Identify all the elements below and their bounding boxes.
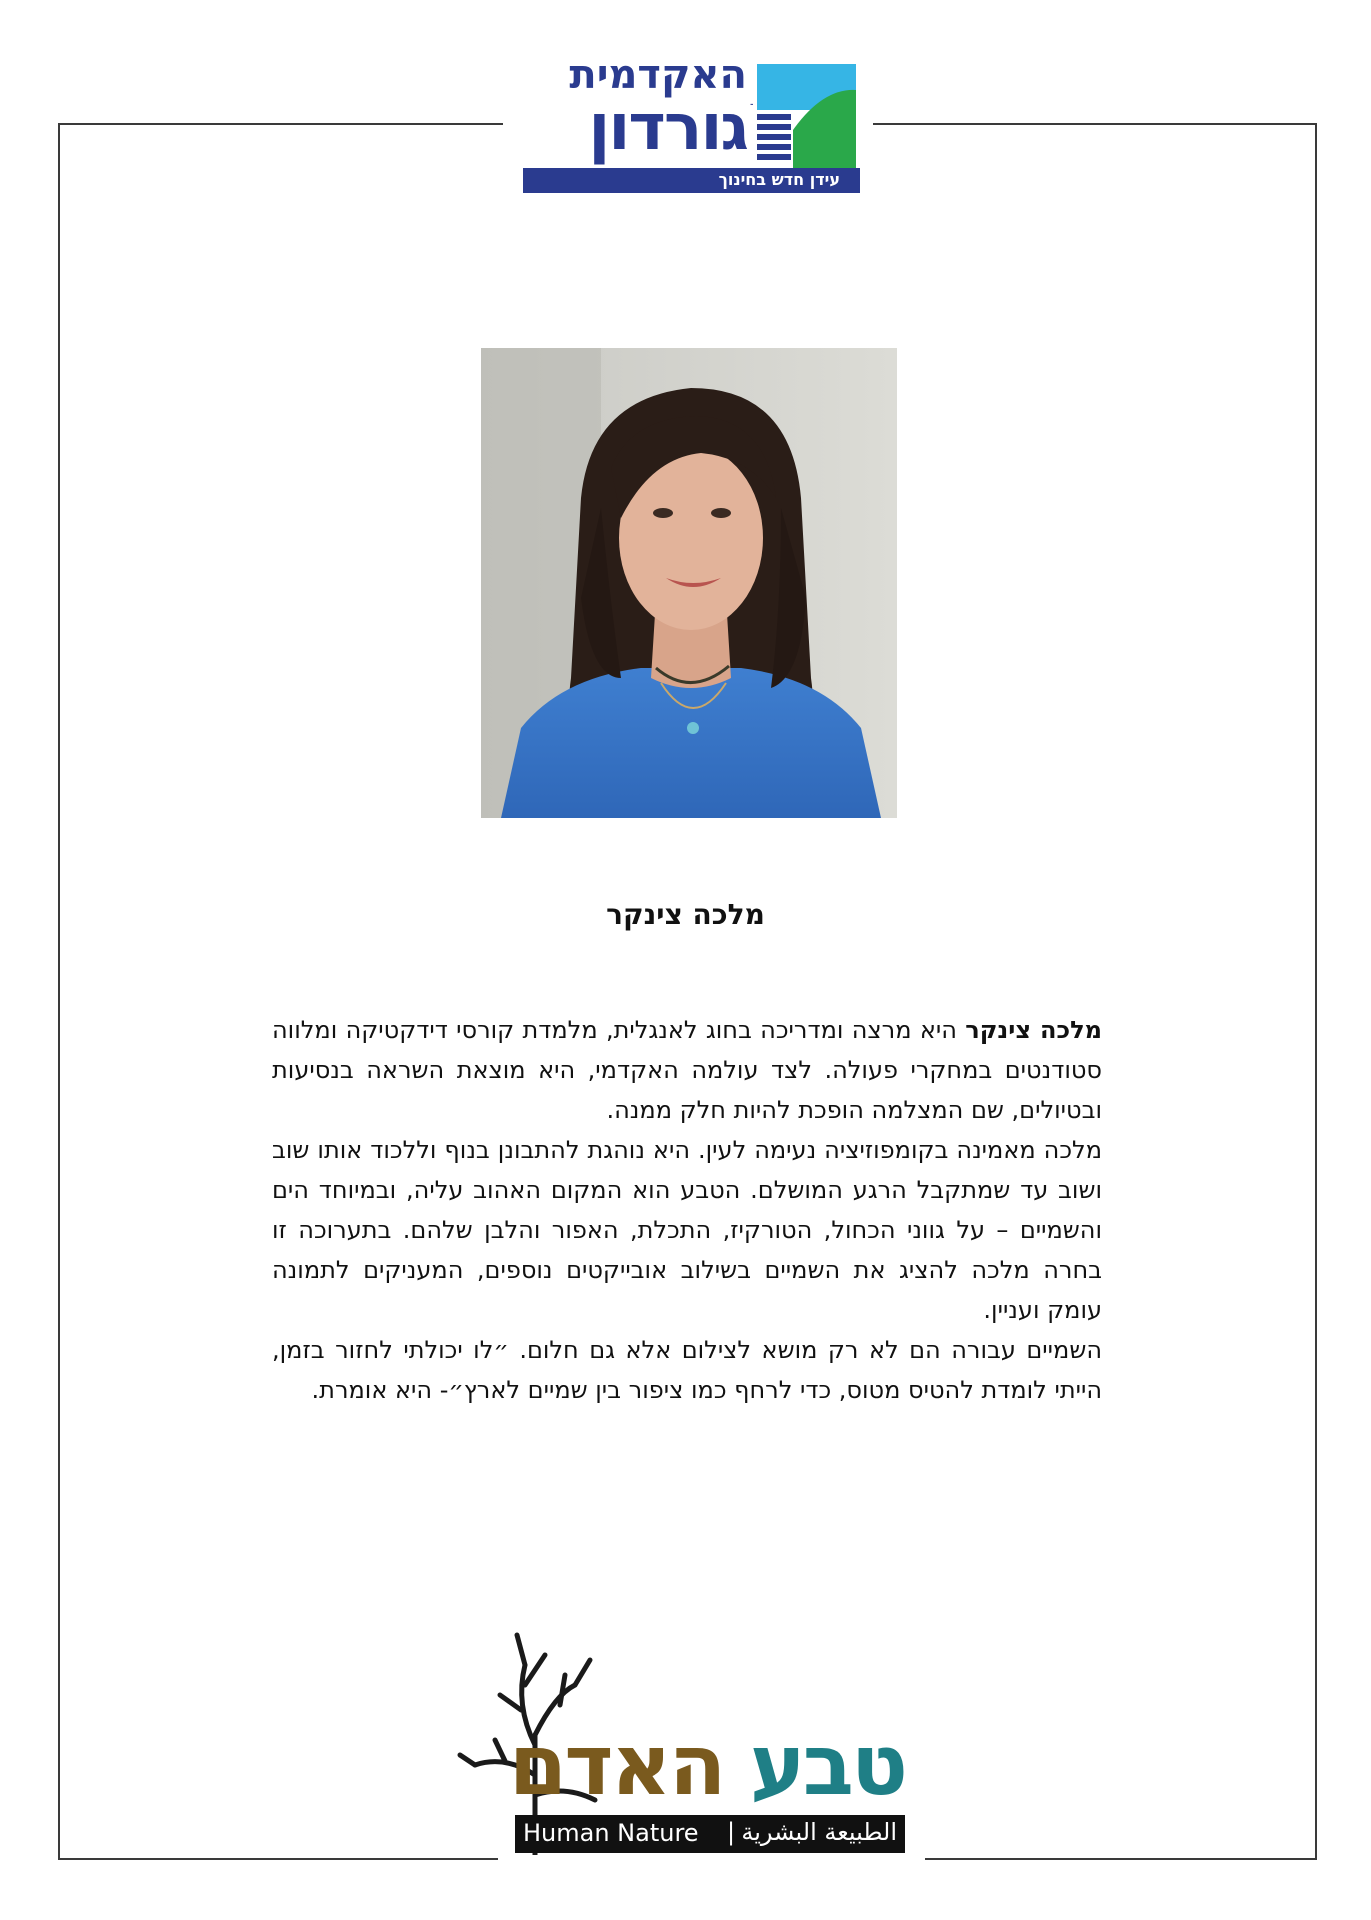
biography-text [272, 1010, 1102, 1410]
logo-slogan: עידן חדש בחינוך [718, 170, 840, 189]
hn-word-teva: טבע [749, 1716, 905, 1814]
hn-separator: | [727, 1818, 736, 1846]
hn-english: Human Nature [523, 1819, 699, 1847]
frame-right [1315, 123, 1317, 1860]
human-nature-title [508, 1716, 905, 1814]
logo-line1: האקדמית [569, 52, 747, 98]
frame-bottom-right [925, 1858, 1317, 1860]
hn-word-haadam: האדם [508, 1716, 724, 1814]
human-nature-logo [455, 1625, 915, 1860]
frame-top-left [58, 123, 503, 125]
gordon-emblem-icon [753, 60, 860, 168]
frame-left [58, 123, 60, 1860]
bio-paragraph-3: השמיים עבורה הם לא רק מושא לצילום אלא גם חלום. ״לו יכולתי לחזור בזמן, הייתי לומדת להטיס מטוס, כדי לרחף כמו ציפור בין שמיים לארץ״- היא אומרת. [272, 1336, 1102, 1404]
bio-name-lead: מלכה צינקר [965, 1016, 1103, 1044]
frame-bottom-left [58, 1858, 498, 1860]
bio-paragraph-2: מלכה מאמינה בקומפוזיציה נעימה לעין. היא נוהגת להתבונן בנוף וללכוד אותו שוב ושוב עד שמתקבל הרגע המושלם. הטבע הוא המקום האהוב עליה, ובמיוחד הים והשמיים – על גווני הכחול, הטורקיז, התכלת, האפור והלבן שלהם. בתערוכה זו בחרה מלכה להציג את השמיים בשילוב אובייקטים נוספים, המעניקים לתמונה עומק ועניין. [272, 1136, 1102, 1324]
logo-line2: גורדון [588, 91, 747, 165]
gordon-college-logo [515, 52, 860, 197]
bio-paragraph-1 [272, 1010, 1102, 1130]
logo-slogan-strip [523, 168, 860, 193]
frame-top-right [873, 123, 1317, 125]
human-nature-bar [515, 1815, 905, 1853]
person-name: מלכה צינקר [606, 898, 765, 931]
hn-arabic: الطبيعة البشرية [741, 1818, 897, 1846]
portrait-photo [481, 348, 897, 818]
bio-p1-text: היא מרצה ומדריכה בחוג לאנגלית, מלמדת קורסי דידקטיקה ומלווה סטודנטים במחקרי פעולה. לצד עולמה האקדמי, היא מוצאת השראה בנסיעות ובטיולים, שם המצלמה הופכת להיות חלק ממנה. [272, 1016, 1102, 1124]
